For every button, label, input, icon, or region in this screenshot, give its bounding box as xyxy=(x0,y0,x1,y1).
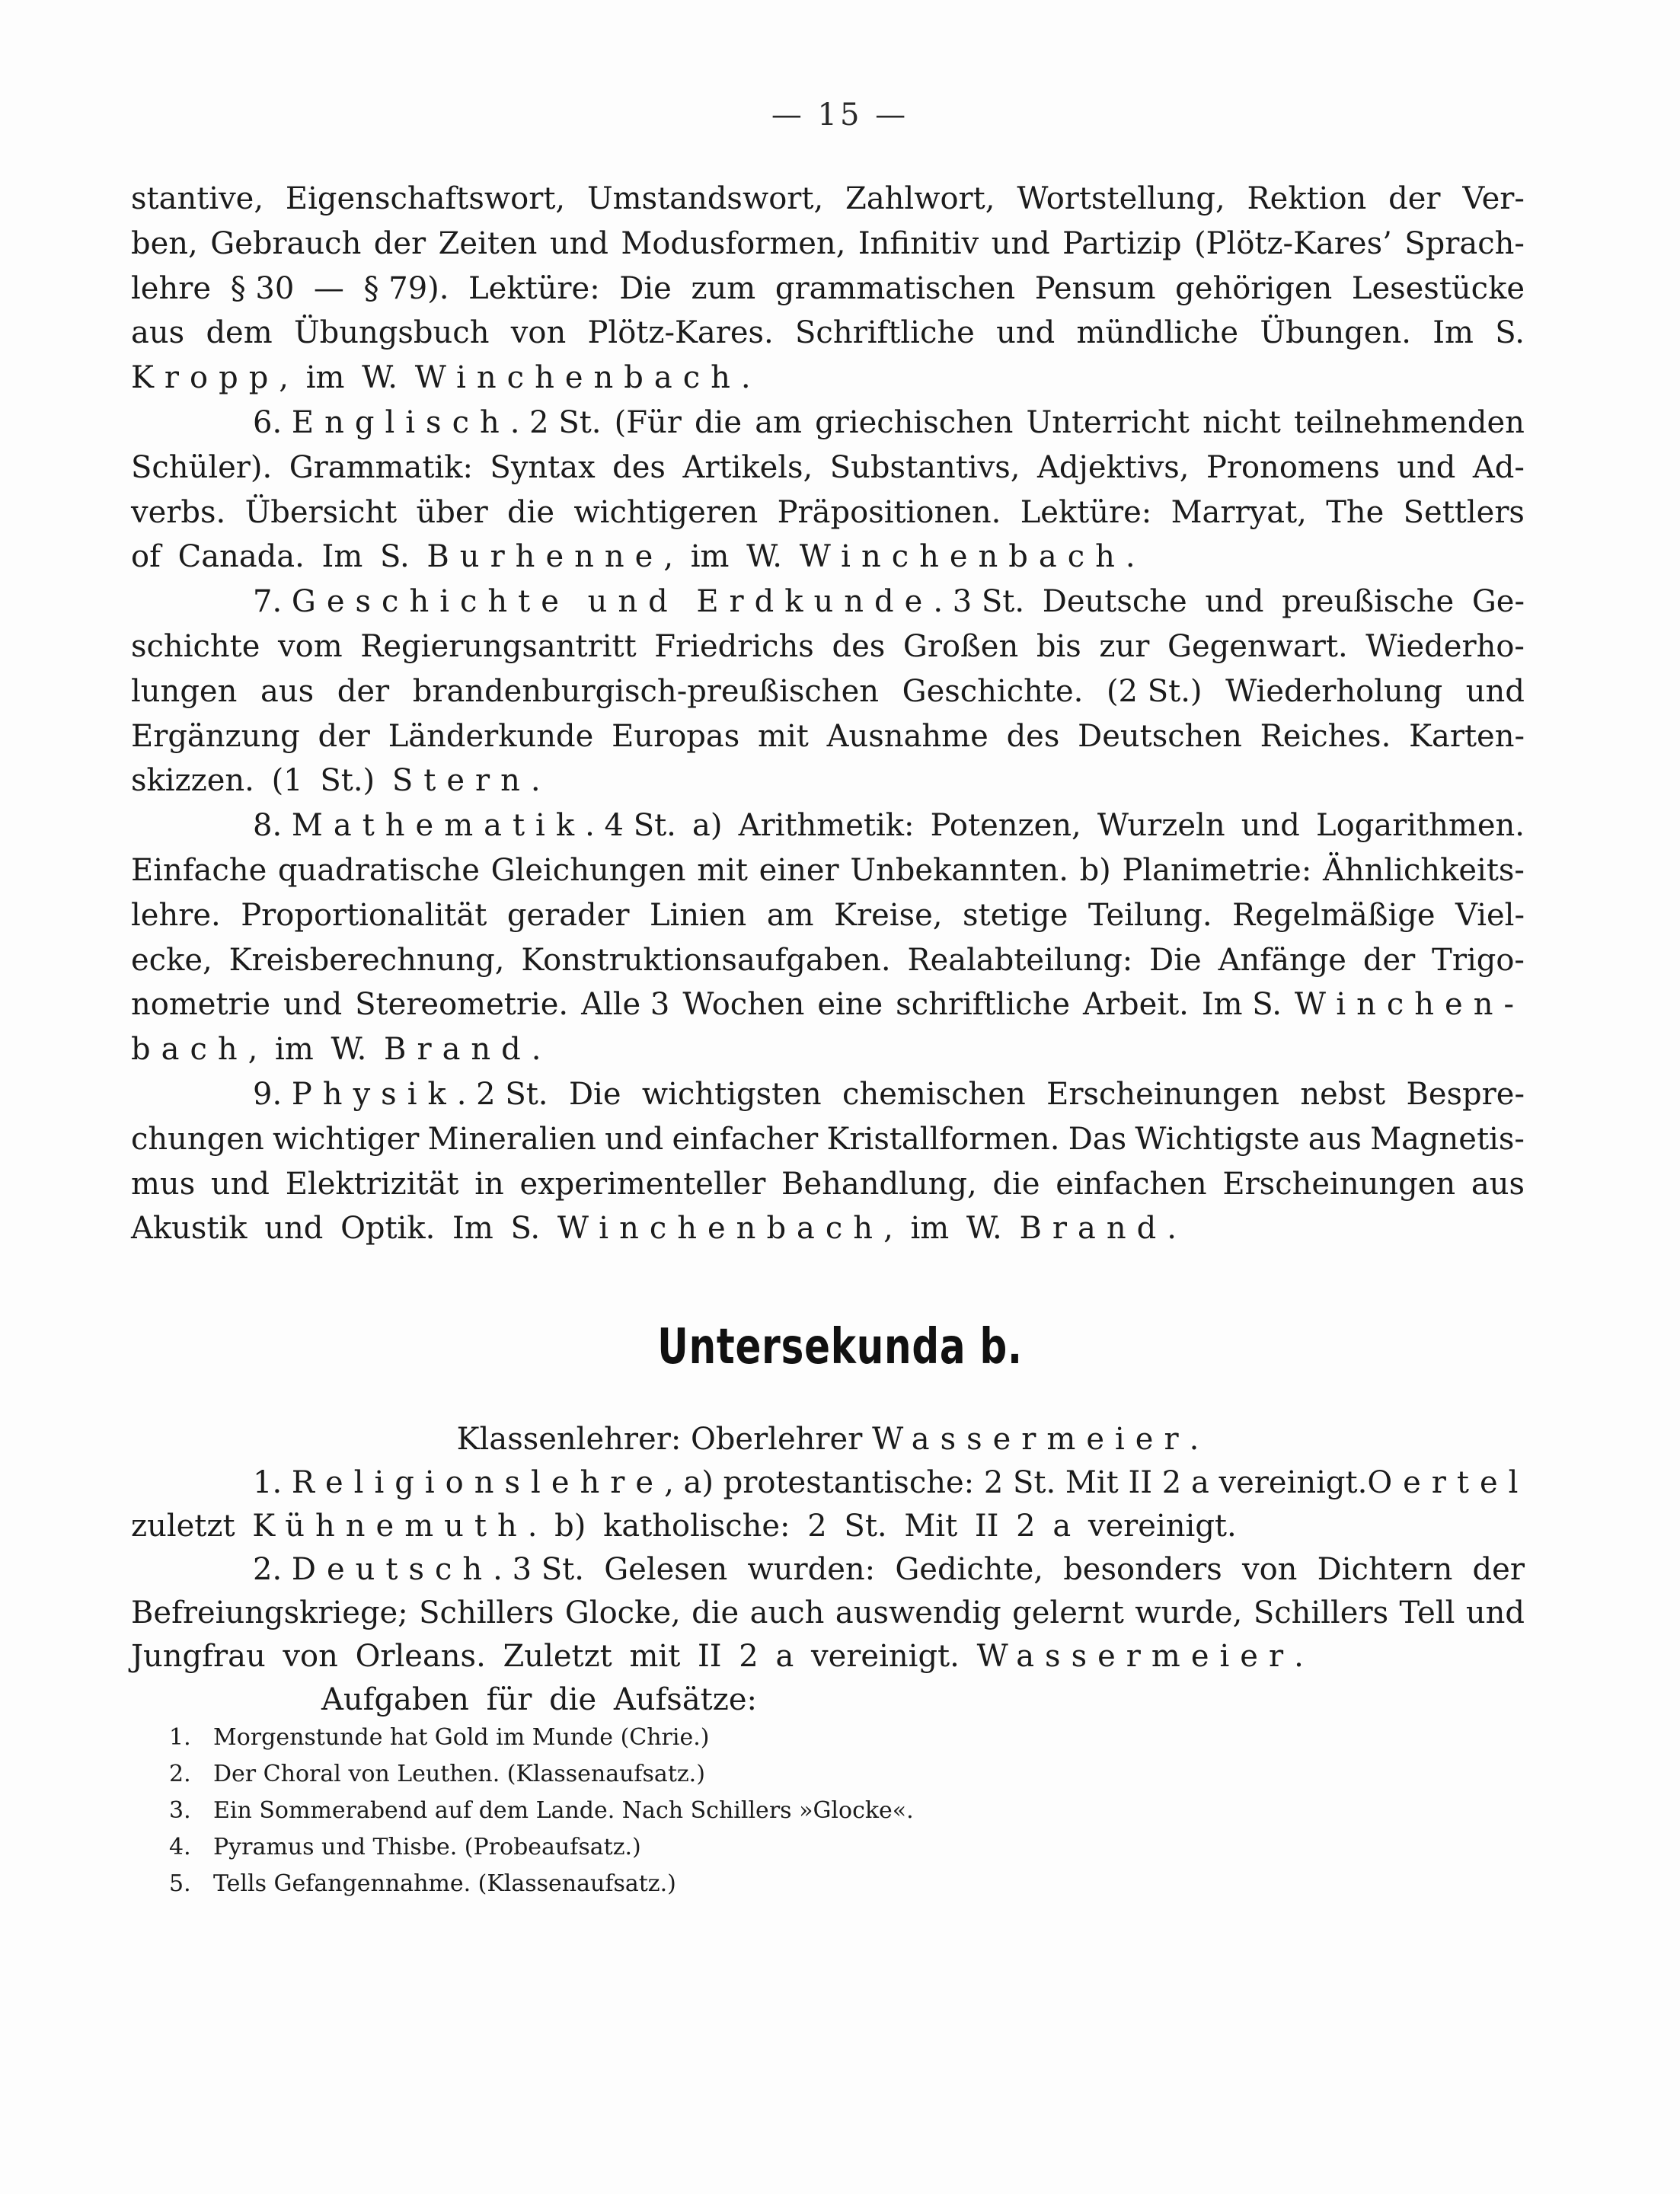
subject-deutsch: 2. Deutsch. 3 St. Gelesen wurden: Gedichte, besonders von Dichtern der xyxy=(131,1548,1525,1592)
text-line: chungen wichtiger Mineralien und einfacher Kristallformen. Das Wichtigste aus Magnetis- xyxy=(131,1121,1525,1157)
teacher-name: Winchenbach xyxy=(557,1211,884,1247)
text-line: bach , im W. Brand . xyxy=(131,1027,1525,1072)
text-line: mus und Elektrizität in experimenteller Behandlung, die einfachen Erscheinungen aus xyxy=(131,1166,1525,1202)
text-line: Kropp , im W. Winchenbach . xyxy=(131,356,1525,401)
teacher-name: Wassermeier xyxy=(976,1639,1295,1674)
text-line: nometrie und Stereometrie. Alle 3 Wochen eine schriftliche Arbeit. Im S. Winchen- xyxy=(131,987,1525,1023)
text-line: ben, Gebrauch der Zeiten und Modusformen, Infinitiv und Partizip (Plötz-Kares’ Sprach- xyxy=(131,225,1525,261)
section-title: Untersekunda b. xyxy=(657,1319,1023,1375)
subject-religion: 1. Religionslehre, a) protestantische: 2 St. Mit II 2 a vereinigt. Oertel xyxy=(131,1461,1525,1505)
subject-geschichte: 7. Geschichte und Erdkunde. 3 St. Deutsche und preußische Ge- xyxy=(131,580,1525,624)
list-item: 5. Tells Gefangennahme. (Klassenaufsatz.) xyxy=(169,1870,676,1897)
text-line: lehre § 30 — § 79). Lektüre: Die zum grammatischen Pensum gehörigen Lesestücke xyxy=(131,270,1525,306)
subject-name: Erdkunde xyxy=(696,584,934,620)
teacher-name: Brand xyxy=(1019,1211,1167,1247)
text-line: Akustik und Optik. Im S. Winchenbach , im W. Brand . xyxy=(131,1206,1525,1251)
curriculum-upper-block xyxy=(131,177,1525,1251)
subject-name: Geschichte xyxy=(291,584,570,620)
teacher-name: Burhenne xyxy=(426,539,664,575)
subject-name: Physik xyxy=(291,1076,457,1112)
page-number: — 15 — xyxy=(771,97,909,133)
text-line: of Canada. Im S. Burhenne , im W. Winchenbach . xyxy=(131,535,1525,580)
text-line: skizzen. (1 St.) Stern . xyxy=(131,758,1525,803)
essay-topics-heading: Aufgaben für die Aufsätze: xyxy=(321,1682,757,1717)
teacher-name: Kühnemuth xyxy=(252,1509,528,1544)
teacher-name: Kropp xyxy=(131,360,279,396)
list-item: 4. Pyramus und Thisbe. (Probeaufsatz.) xyxy=(169,1834,641,1860)
text-line: Ergänzung der Länderkunde Europas mit Ausnahme des Deutschen Reiches. Karten- xyxy=(131,718,1525,754)
text-line: zuletzt Kühnemuth . b) katholische: 2 St. Mit II 2 a vereinigt. xyxy=(131,1505,1525,1548)
teacher-name: Oertel xyxy=(1367,1465,1529,1500)
text-line: Jungfrau von Orleans. Zuletzt mit II 2 a vereinigt. Wassermeier . xyxy=(131,1635,1525,1678)
teacher-name: Winchenbach xyxy=(414,360,741,396)
text-line: aus dem Übungsbuch von Plötz-Kares. Schriftliche und mündliche Übungen. Im S. xyxy=(131,315,1525,351)
teacher-name: Wassermeier xyxy=(872,1422,1190,1457)
text-line: lehre. Proportionalität gerader Linien am Kreise, stetige Teilung. Regelmäßige Viel- xyxy=(131,897,1525,933)
class-teacher-line: Klassenlehrer: Oberlehrer Wassermeier . xyxy=(131,1418,1525,1461)
subject-name: Mathematik xyxy=(291,808,586,844)
subject-name: Englisch xyxy=(291,404,510,440)
text-line: lungen aus der brandenburgisch-preußischen Geschichte. (2 St.) Wiederholung und xyxy=(131,673,1525,709)
curriculum-lower-block xyxy=(131,1418,1529,1722)
subject-name: Deutsch xyxy=(291,1552,493,1587)
text-line: stantive, Eigenschaftswort, Umstandswort, Zahlwort, Wortstellung, Rektion der Ver- xyxy=(131,181,1525,216)
subject-englisch: 6. Englisch. 2 St. (Für die am griechischen Unterricht nicht teilnehmenden xyxy=(131,401,1525,446)
list-item: 2. Der Choral von Leuthen. (Klassenaufsatz.) xyxy=(169,1761,705,1787)
subject-mathematik: 8. Mathematik. 4 St. a) Arithmetik: Potenzen, Wurzeln und Logarithmen. xyxy=(131,803,1525,848)
text-line: Einfache quadratische Gleichungen mit einer Unbekannten. b) Planimetrie: Ähnlichkeits- xyxy=(131,852,1525,888)
list-item: 3. Ein Sommerabend auf dem Lande. Nach Schillers »Glocke«. xyxy=(169,1797,914,1824)
subject-physik: 9. Physik. 2 St. Die wichtigsten chemischen Erscheinungen nebst Bespre- xyxy=(131,1072,1525,1117)
list-item: 1. Morgenstunde hat Gold im Munde (Chrie.) xyxy=(169,1724,710,1751)
teacher-name: Winchenbach xyxy=(799,539,1126,575)
essay-topics-list xyxy=(169,1720,914,1902)
text-line: ecke, Kreisberechnung, Konstruktionsaufgaben. Realabteilung: Die Anfänge der Trigo- xyxy=(131,942,1525,978)
teacher-name: Brand xyxy=(384,1032,532,1068)
teacher-name: Stern xyxy=(391,763,531,799)
text-line: Befreiungskriege; Schillers Glocke, die auch auswendig gelernt wurde, Schillers Tell und xyxy=(131,1595,1525,1630)
text-line: verbs. Übersicht über die wichtigeren Präpositionen. Lektüre: Marryat, The Settlers xyxy=(131,494,1525,530)
text-line: Schüler). Grammatik: Syntax des Artikels, Substantivs, Adjektivs, Pronomens und Ad- xyxy=(131,449,1525,485)
subject-name: Religionslehre xyxy=(291,1465,665,1500)
text-line: schichte vom Regierungsantritt Friedrichs des Großen bis zur Gegenwart. Wiederho- xyxy=(131,628,1525,664)
